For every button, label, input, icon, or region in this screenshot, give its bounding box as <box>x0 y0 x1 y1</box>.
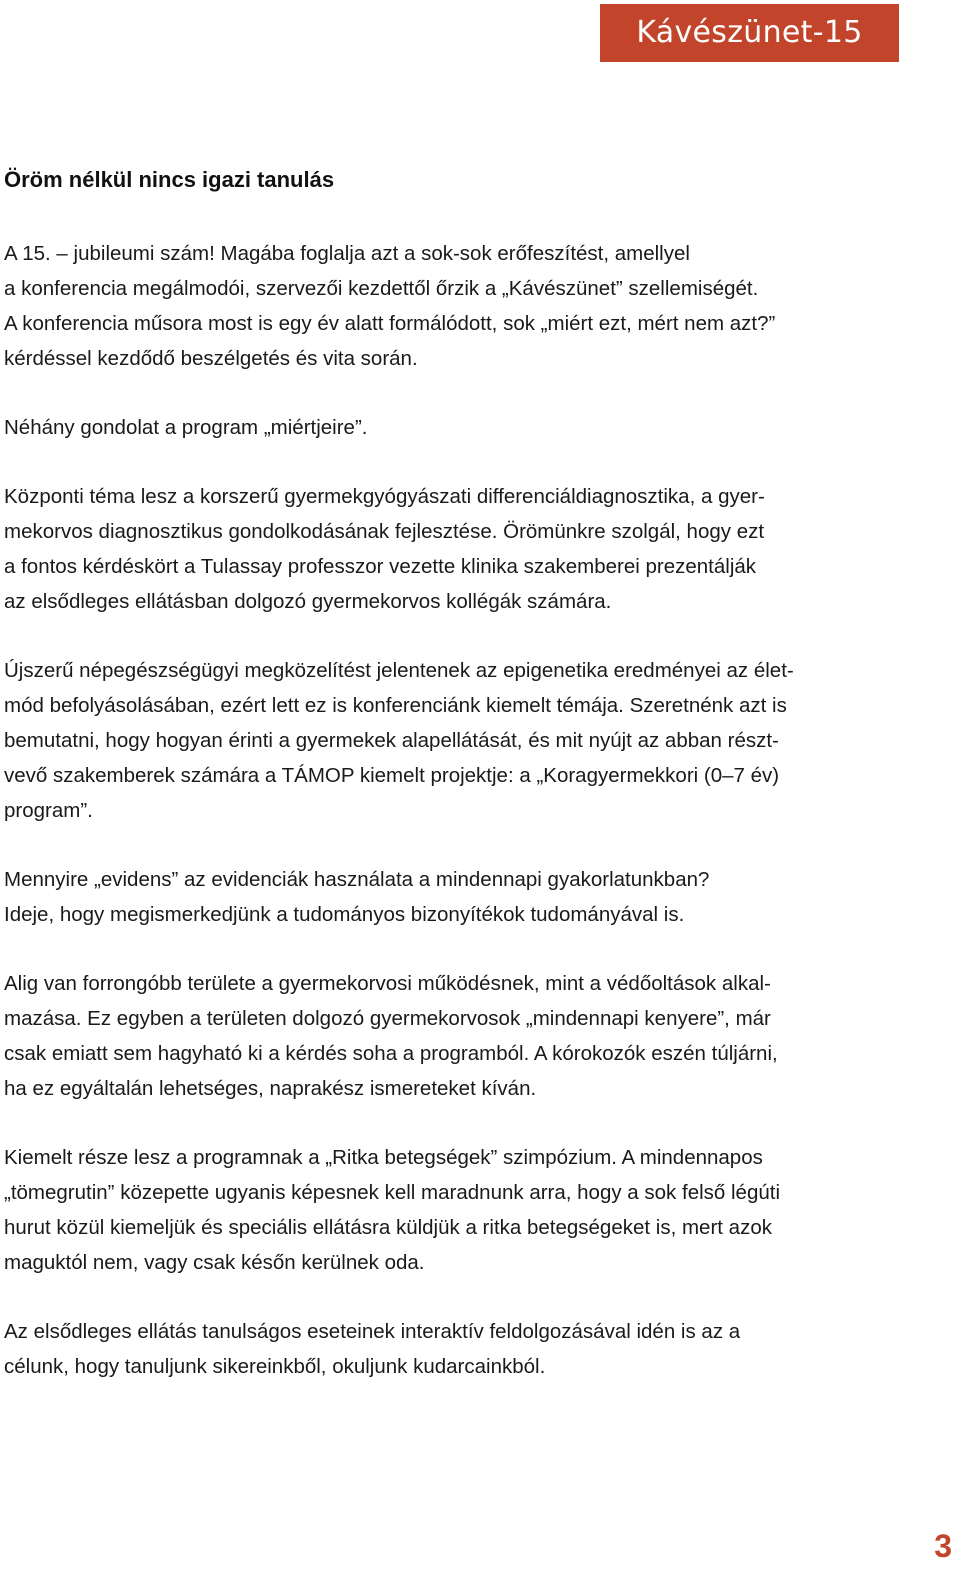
paragraph-line: Néhány gondolat a program „miértjeire”. <box>4 416 368 439</box>
paragraph-line: csak emiatt sem hagyható ki a kérdés soha a programból. A kórokozók eszén túljárni, <box>4 1042 778 1065</box>
paragraph <box>4 966 884 1106</box>
paragraph-line: Ideje, hogy megismerkedjünk a tudományos bizonyítékok tudományával is. <box>4 903 685 926</box>
paragraph <box>4 410 884 445</box>
paragraph-line: Alig van forrongóbb területe a gyermekorvosi működésnek, mint a védőoltások alkal- <box>4 972 771 995</box>
paragraph-line: „tömegrutin” közepette ugyanis képesnek kell maradnunk arra, hogy a sok felső légúti <box>4 1181 781 1204</box>
paragraph-line: bemutatni, hogy hogyan érinti a gyermekek alapellátását, és mit nyújt az abban részt- <box>4 729 779 752</box>
paragraph-line: vevő szakemberek számára a TÁMOP kiemelt projektje: a „Koragyermekkori (0–7 év) <box>4 764 780 787</box>
paragraph-line: ha ez egyáltalán lehetséges, naprakész ismereteket kíván. <box>4 1077 537 1100</box>
paragraph <box>4 1140 884 1280</box>
paragraph <box>4 862 884 932</box>
paragraph-line: A konferencia műsora most is egy év alatt formálódott, sok „miért ezt, mért nem azt?” <box>4 312 776 335</box>
paragraph <box>4 479 884 619</box>
paragraph-line: mekorvos diagnosztikus gondolkodásának fejlesztése. Örömünkre szolgál, hogy ezt <box>4 520 765 543</box>
paragraph-line: a fontos kérdéskört a Tulassay professzor vezette klinika szakemberei prezentálják <box>4 555 757 578</box>
paragraph-line: kérdéssel kezdődő beszélgetés és vita során. <box>4 347 418 370</box>
paragraph-line: Mennyire „evidens” az evidenciák használata a mindennapi gyakorlatunkban? <box>4 868 710 891</box>
article-body <box>4 236 884 1384</box>
article <box>4 160 884 1418</box>
paragraph-line: program”. <box>4 799 93 822</box>
paragraph-line: mazása. Ez egyben a területen dolgozó gyermekorvosok „mindennapi kenyere”, már <box>4 1007 771 1030</box>
paragraph-line: a konferencia megálmodói, szervezői kezdettől őrzik a „Kávészünet” szellemiségét. <box>4 277 759 300</box>
paragraph-line: Kiemelt része lesz a programnak a „Ritka betegségek” szimpózium. A mindennapos <box>4 1146 763 1169</box>
article-title: Öröm nélkül nincs igazi tanulás <box>4 167 335 192</box>
paragraph <box>4 236 884 376</box>
paragraph-line: maguktól nem, vagy csak későn kerülnek oda. <box>4 1251 425 1274</box>
paragraph-line: mód befolyásolásában, ezért lett ez is konferenciánk kiemelt témája. Szeretnénk azt is <box>4 694 787 717</box>
paragraph <box>4 653 884 828</box>
header-badge: Kávészünet-15 <box>600 4 899 62</box>
paragraph-line: Központi téma lesz a korszerű gyermekgyógyászati differenciáldiagnosztika, a gyer- <box>4 485 765 508</box>
paragraph-line: hurut közül kiemeljük és speciális ellátásra küldjük a ritka betegségeket is, mert azok <box>4 1216 772 1239</box>
paragraph-line: Újszerű népegészségügyi megközelítést jelentenek az epigenetika eredményei az élet- <box>4 659 794 682</box>
paragraph <box>4 1314 884 1384</box>
page-number: 3 <box>934 1528 952 1564</box>
paragraph-line: A 15. – jubileumi szám! Magába foglalja azt a sok-sok erőfeszítést, amellyel <box>4 242 690 265</box>
paragraph-line: célunk, hogy tanuljunk sikereinkből, okuljunk kudarcainkból. <box>4 1355 546 1378</box>
paragraph-line: Az elsődleges ellátás tanulságos eseteinek interaktív feldolgozásával idén is az a <box>4 1320 741 1343</box>
paragraph-line: az elsődleges ellátásban dolgozó gyermekorvos kollégák számára. <box>4 590 612 613</box>
